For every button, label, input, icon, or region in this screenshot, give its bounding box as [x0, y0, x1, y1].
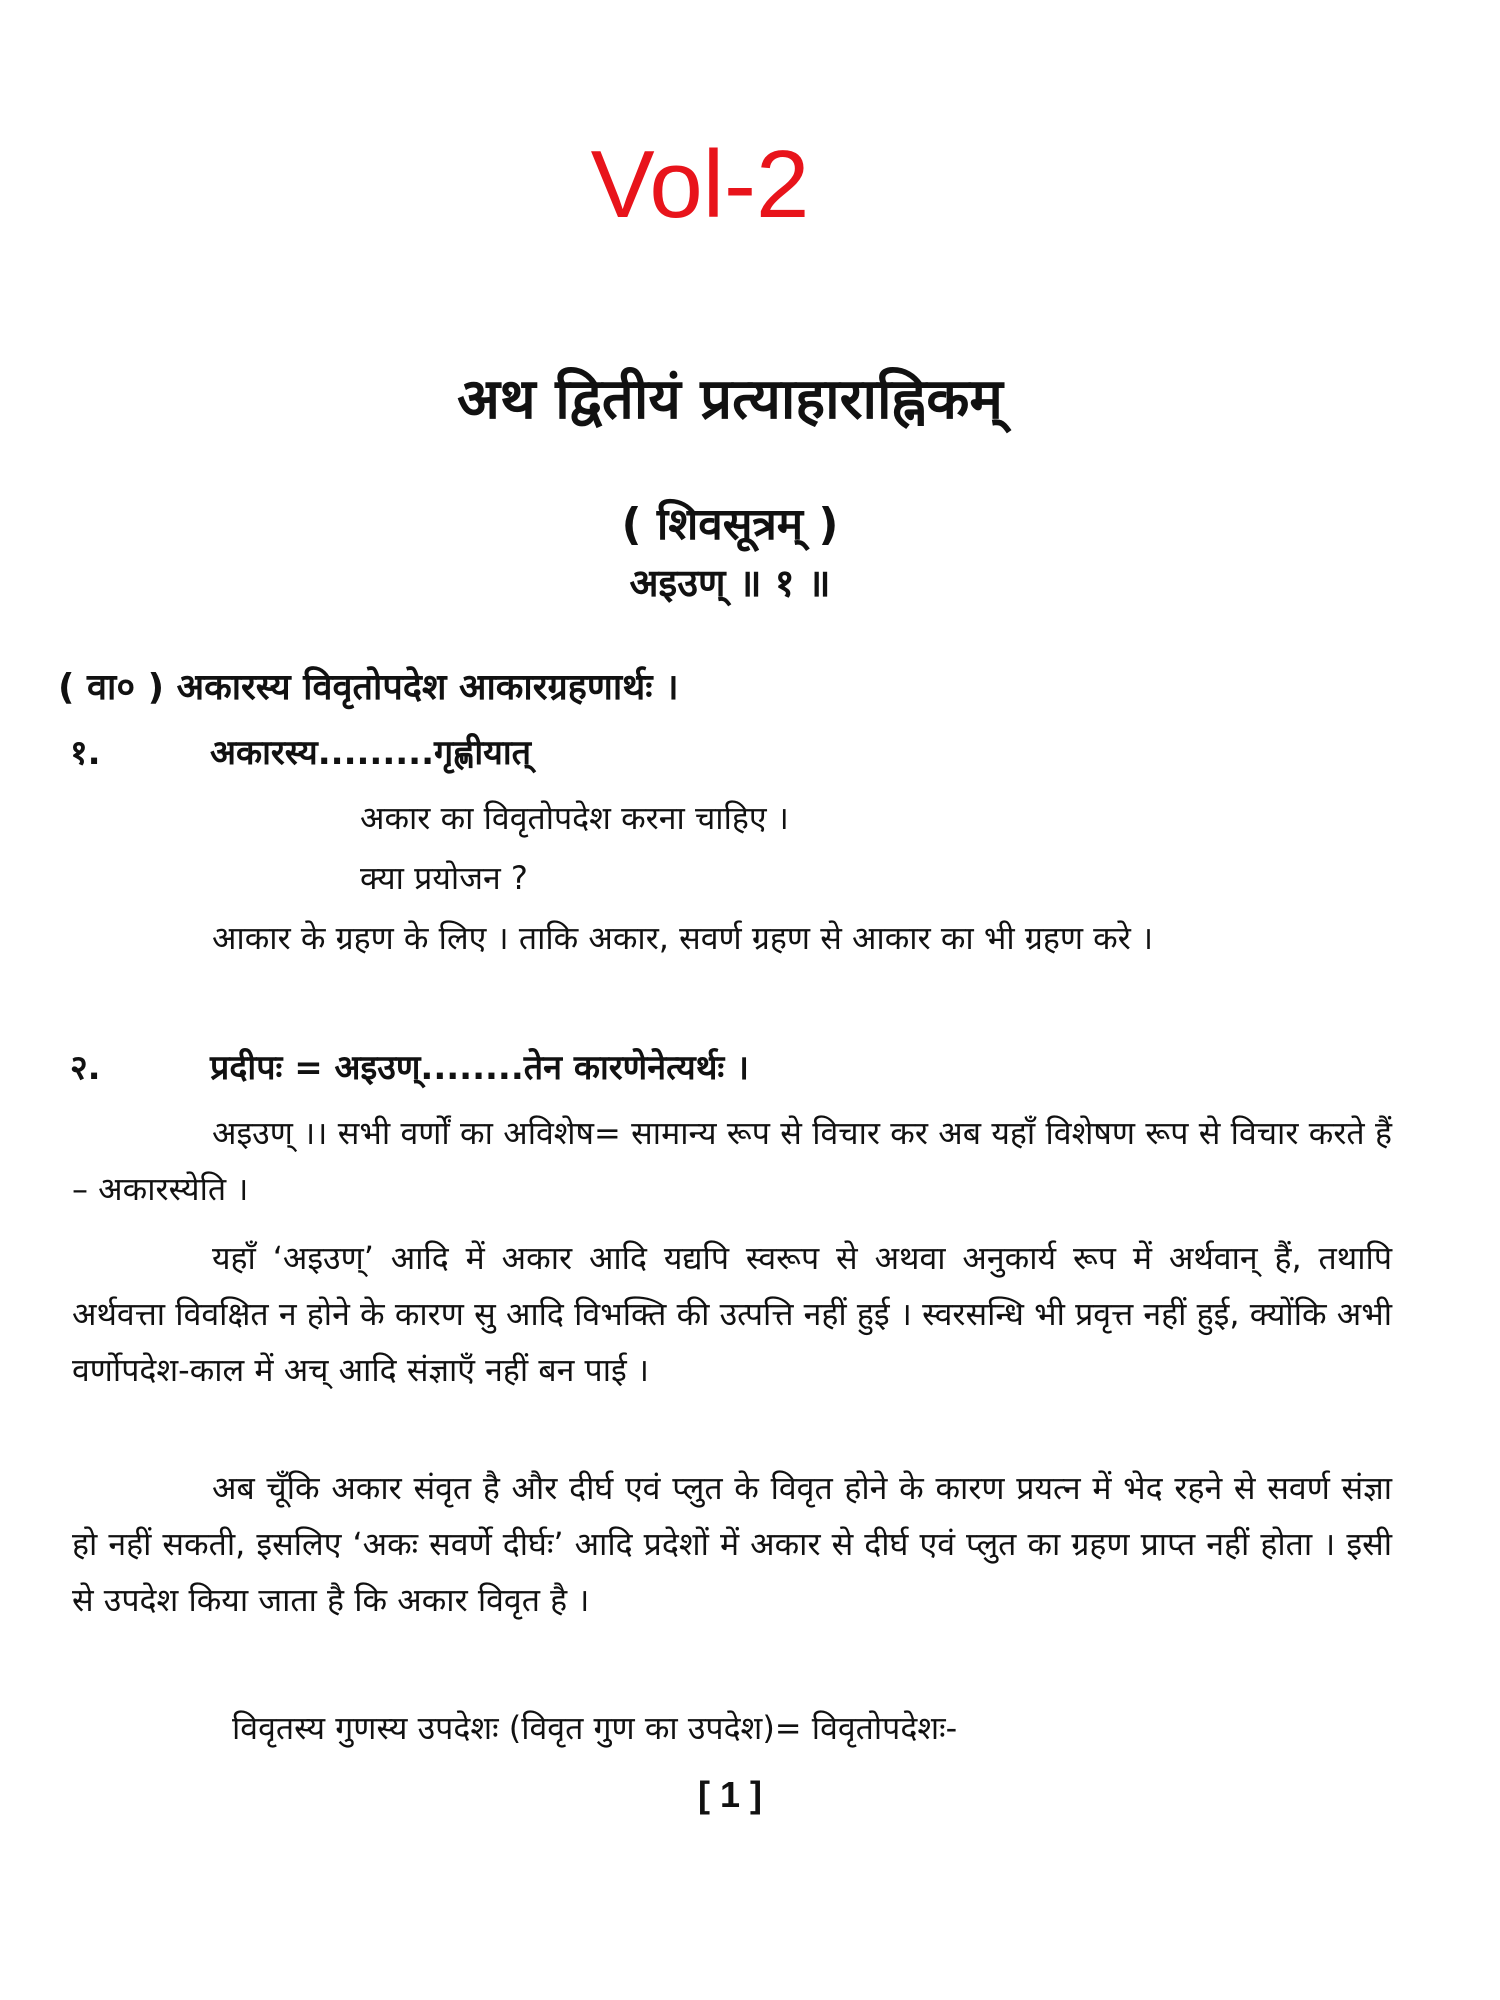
section-2-heading-text: प्रदीपः = अइउण्........तेन कारणेनेत्यर्थः ।	[210, 1048, 750, 1088]
section-1-number: १.	[70, 733, 101, 773]
paragraph-2: अइउण् ।। सभी वर्णों का अविशेष= सामान्य रूप से विचार कर अब यहाँ विशेषण रूप से विचार करते हैं – अकारस्येति ।	[72, 1114, 1392, 1208]
paragraph-1: आकार के ग्रहण के लिए । ताकि अकार, सवर्ण ग्रहण से आकार का भी ग्रहण करे ।	[212, 919, 1154, 957]
volume-label: Vol-2	[590, 131, 810, 238]
section-2-heading	[70, 1040, 1450, 1096]
section-2-number: २.	[70, 1048, 101, 1088]
paragraph-3: यहाँ ‘अइउण्’ आदि में अकार आदि यद्यपि स्वरूप से अथवा अनुकार्य रूप में अर्थवान् हैं, तथापि अर्थवत्ता विवक्षित न होने के कारण सु आदि विभक्ति की उत्पत्ति नहीं हुई । स्वरसन्धि भी प्रवृत्त नहीं हुई, क्योंकि अभी वर्णोपदेश-काल में अच् आदि संज्ञाएँ नहीं बन पाई ।	[72, 1239, 1392, 1389]
page-number: [ 1 ]	[697, 1774, 762, 1815]
section-1-heading-text: अकारस्य.........गृह्णीयात्	[210, 733, 532, 773]
paragraph-5-line: विवृतस्य गुणस्य उपदेशः (विवृत गुण का उपदेश)= विवृतोपदेशः-	[232, 1709, 958, 1747]
sutra-line: अइउण् ॥ १ ॥	[629, 561, 831, 605]
paragraph-4: अब चूँकि अकार संवृत है और दीर्घ एवं प्लुत के विवृत होने के कारण प्रयत्न में भेद रहने से सवर्ण संज्ञा हो नहीं सकती, इसलिए ‘अकः सवर्णे दीर्घः’ आदि प्रदेशों में अकार से दीर्घ एवं प्लुत का ग्रहण प्राप्त नहीं होता । इसी से उपदेश किया जाता है कि अकार विवृत है ।	[72, 1469, 1392, 1619]
chapter-title: अथ द्वितीयं प्रत्याहाराह्निकम्	[457, 367, 1003, 432]
vartika-line: ( वा० ) अकारस्य विवृतोपदेश आकारग्रहणार्थः ।	[58, 667, 679, 708]
section-1-line-1: अकार का विवृतोपदेश करना चाहिए ।	[360, 799, 789, 837]
section-1-heading	[70, 725, 1450, 781]
section-1-line-2: क्या प्रयोजन ?	[360, 859, 528, 897]
sub-title: ( शिवसूत्रम् )	[621, 499, 839, 550]
